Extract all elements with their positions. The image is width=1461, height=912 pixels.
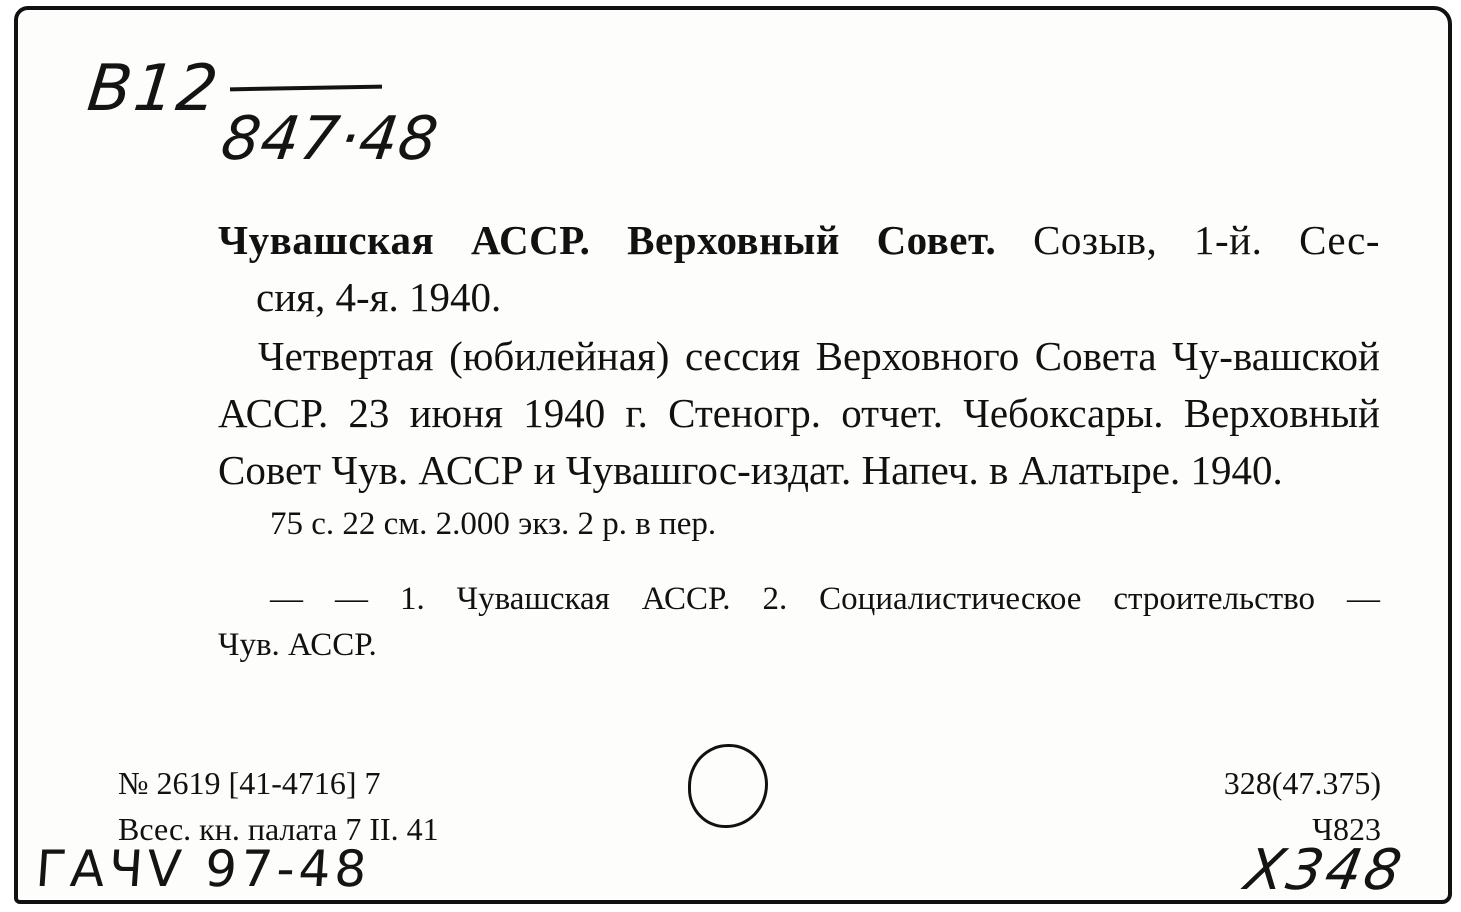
- title-imprint: Четвертая (юбилейная) сессия Верховного Совета Чу-вашской АССР. 23 июня 1940 г. Стеногр. отчет. Чебоксары. Верховный Совет Чув. АССР и Чувашгос-издат. Напеч. в Алатыре. 1940.: [218, 333, 1380, 493]
- archive-stamp-left: ГАЧV 97-48: [33, 840, 373, 898]
- footer-left: [118, 760, 439, 852]
- heading-continuation: сия, 4-я. 1940.: [256, 274, 502, 320]
- card-number: № 2619 [41-4716] 7: [118, 765, 381, 801]
- corporate-author: Чувашская АССР. Верховный Совет.: [218, 217, 997, 263]
- shelfmark-top: B12: [84, 52, 224, 126]
- collation: 75 с. 22 см. 2.000 экз. 2 р. в пер.: [270, 506, 717, 542]
- author-mark: Ч823: [1312, 811, 1381, 847]
- subject-line-2: Чув. АССР.: [218, 627, 377, 663]
- book-chamber-note: Всес. кн. палата 7 II. 41: [118, 811, 439, 847]
- entry-heading: [218, 212, 1380, 269]
- bibliographic-entry: [218, 212, 1380, 549]
- shelfmark-bottom: 847·48: [217, 104, 443, 174]
- subject-line-1: — — 1. Чувашская АССР. 2. Социалистическое строительство —: [270, 581, 1380, 617]
- heading-session: Созыв, 1-й. Сес-: [1033, 217, 1381, 263]
- subject-headings: [218, 576, 1380, 668]
- handwritten-code-right: Х348: [1240, 838, 1409, 903]
- classification-code: 328(47.375): [1223, 765, 1381, 801]
